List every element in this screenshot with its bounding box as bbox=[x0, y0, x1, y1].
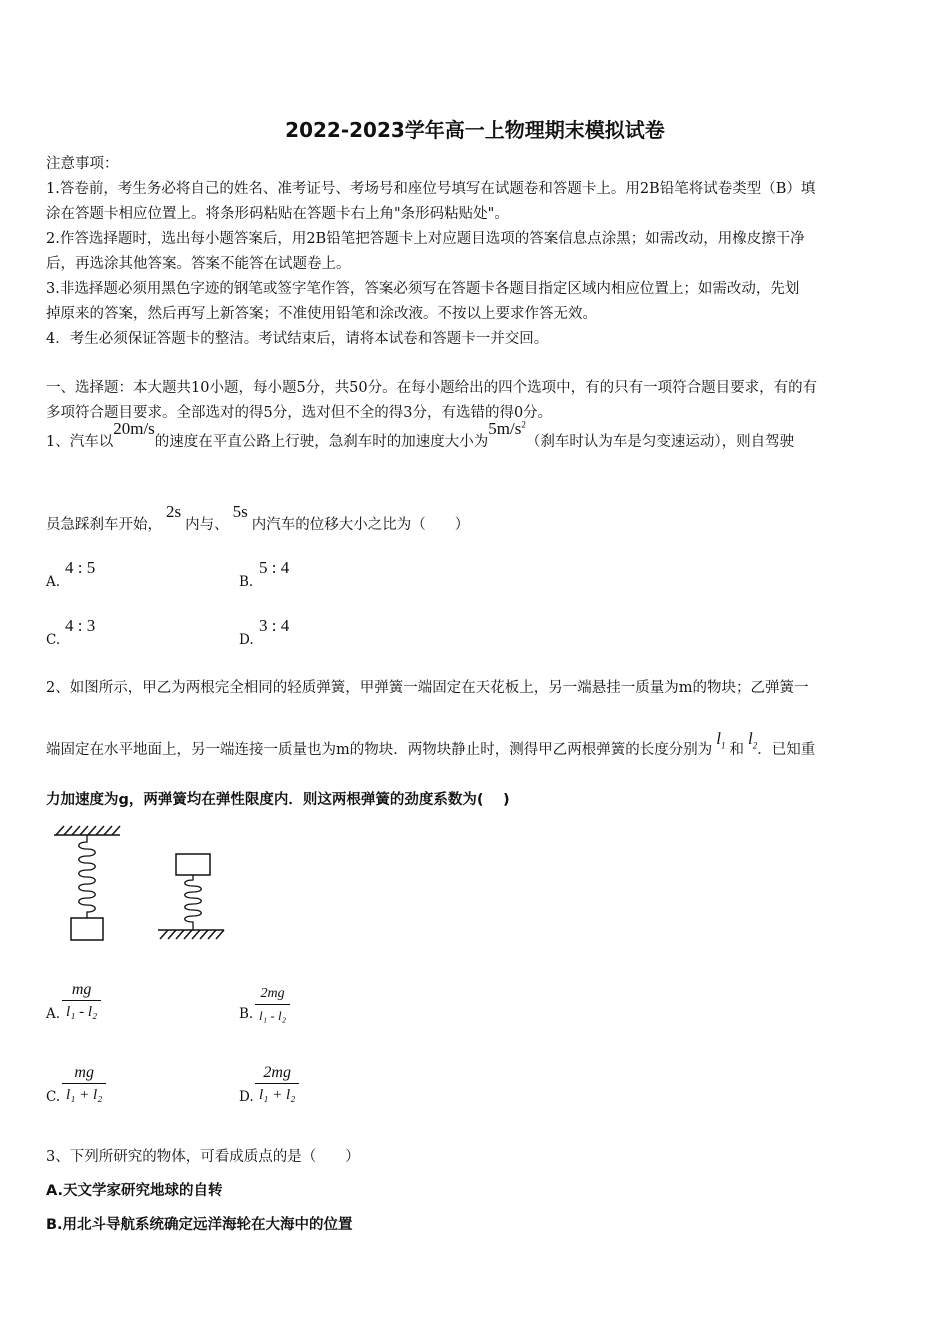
spring-yi bbox=[185, 875, 202, 930]
fraction-numerator: 2mg bbox=[255, 984, 290, 1005]
q3-stem: 3、下列所研究的物体，可看成质点的是（ ） bbox=[46, 1149, 360, 1165]
fraction-numerator: mg bbox=[62, 980, 101, 1001]
q1-option-b[interactable] bbox=[239, 574, 253, 590]
notice-line: 3.非选择题必须用黑色字迹的钢笔或签字笔作答，答案必须写在答题卡各题目指定区域内相应位置上；如需改动，先划 bbox=[46, 281, 800, 297]
q1-text: 的速度在平直公路上行驶，急刹车时的加速度大小为 bbox=[154, 434, 489, 450]
q2-option-d-fraction bbox=[255, 1063, 299, 1104]
q2-text: 端固定在水平地面上，另一端连接一质量也为m的物块．两物块静止时，测得甲乙两根弹簧的长度分别为 bbox=[46, 742, 713, 758]
notice-line: 掉原来的答案，然后再写上新答案；不准使用铅笔和涂改液。不按以上要求作答无效。 bbox=[46, 306, 597, 322]
q2-l1 bbox=[716, 729, 726, 751]
q3-option-b[interactable]: B.用北斗导航系统确定远洋海轮在大海中的位置 bbox=[46, 1217, 353, 1233]
q1-text: （刹车时认为车是匀变速运动），则自驾驶 bbox=[525, 434, 795, 450]
option-label: D. bbox=[239, 632, 254, 648]
page-title: 2022-2023学年高一上物理期末模拟试卷 bbox=[285, 118, 665, 142]
springs-figure bbox=[48, 822, 238, 947]
section-intro: 多项符合题目要求。全部选对的得5分，选对但不全的得3分，有选错的得0分。 bbox=[46, 405, 553, 421]
q2-l2-sub: 2 bbox=[752, 740, 758, 751]
q2-l2 bbox=[747, 729, 758, 751]
q2-l1-symbol: l bbox=[716, 729, 721, 748]
ceiling-hatch bbox=[54, 826, 120, 835]
q1-option-a-value: 4 : 5 bbox=[65, 558, 96, 577]
q1-time1: 2s bbox=[166, 502, 182, 521]
q1-speed: 20m/s bbox=[113, 419, 155, 438]
q3-option-a[interactable]: A.天文学家研究地球的自转 bbox=[46, 1183, 223, 1199]
notice-line: 涂在答题卡相应位置上。将条形码粘贴在答题卡右上角"条形码粘贴处"。 bbox=[46, 206, 509, 222]
option-label: A. bbox=[46, 1006, 61, 1022]
fraction-numerator: mg bbox=[62, 1063, 106, 1084]
block-jia bbox=[71, 918, 103, 940]
q1-option-c[interactable] bbox=[46, 632, 60, 648]
q2-l1-sub: 1 bbox=[720, 740, 726, 751]
q1-text: 内与、 bbox=[185, 517, 229, 533]
notice-line: 1.答卷前，考生务必将自己的姓名、准考证号、考场号和座位号填写在试题卷和答题卡上。用2B铅笔将试卷类型（B）填 bbox=[46, 181, 816, 197]
option-label: C. bbox=[46, 1089, 61, 1105]
q1-stem-line2 bbox=[46, 502, 470, 534]
block-yi bbox=[176, 854, 210, 875]
q2-option-d[interactable] bbox=[239, 1089, 254, 1105]
q1-text: 内汽车的位移大小之比为（ ） bbox=[251, 517, 470, 533]
fraction-denominator: l₁ + l₂ bbox=[259, 1087, 296, 1103]
fraction-denominator: l₁ - l₂ bbox=[66, 1004, 98, 1020]
q2-option-a-fraction bbox=[62, 980, 101, 1021]
option-label: A. bbox=[46, 574, 61, 590]
q2-text: 和 bbox=[729, 742, 744, 758]
option-label: B. bbox=[239, 574, 254, 590]
q2-l2-symbol: l bbox=[747, 729, 753, 748]
q1-accel-exp: 2 bbox=[521, 419, 526, 430]
q1-text: 员急踩刹车开始， bbox=[46, 517, 162, 533]
q1-option-d[interactable] bbox=[239, 632, 254, 648]
q1-accel bbox=[488, 419, 526, 438]
q1-stem-line1 bbox=[46, 419, 795, 451]
q2-option-b-fraction bbox=[255, 984, 290, 1025]
fraction-denominator: l₁ + l₂ bbox=[66, 1087, 103, 1103]
q2-stem-line2 bbox=[46, 729, 816, 760]
notice-line: 4．考生必须保证答题卡的整洁。考试结束后，请将本试卷和答题卡一并交回。 bbox=[46, 331, 549, 347]
q2-option-c-fraction bbox=[62, 1063, 106, 1104]
q1-option-b-value: 5 : 4 bbox=[259, 558, 290, 577]
q2-option-a[interactable] bbox=[46, 1006, 60, 1022]
spring-jia bbox=[79, 835, 96, 918]
q1-option-d-value: 3 : 4 bbox=[259, 616, 290, 635]
q1-option-a[interactable] bbox=[46, 574, 60, 590]
q2-text: ．已知重 bbox=[757, 742, 816, 758]
notice-line: 2.作答选择题时，选出每小题答案后，用2B铅笔把答题卡上对应题目选项的答案信息点涂黑；如需改动，用橡皮擦干净 bbox=[46, 231, 805, 247]
q1-accel-value: 5m/s bbox=[488, 419, 522, 438]
q1-text: 1、汽车以 bbox=[46, 434, 114, 450]
section-intro: 一、选择题：本大题共10小题，每小题5分，共50分。在每小题给出的四个选项中，有的只有一项符合题目要求，有的有 bbox=[46, 380, 818, 396]
fraction-numerator: 2mg bbox=[255, 1063, 299, 1084]
option-label: D. bbox=[239, 1089, 254, 1105]
option-label: B. bbox=[239, 1006, 254, 1022]
option-label: C. bbox=[46, 632, 61, 648]
q1-time2: 5s bbox=[232, 502, 248, 521]
q1-option-c-value: 4 : 3 bbox=[65, 616, 96, 635]
ground-hatch bbox=[158, 930, 224, 939]
q2-stem-line3: 力加速度为g，两弹簧均在弹性限度内．则这两根弹簧的劲度系数为( ) bbox=[46, 792, 510, 808]
q2-option-b[interactable] bbox=[239, 1006, 253, 1022]
q2-option-c[interactable] bbox=[46, 1089, 60, 1105]
notice-heading: 注意事项： bbox=[46, 156, 119, 172]
fraction-denominator: l₁ - l₂ bbox=[259, 1008, 287, 1023]
notice-line: 后，再选涂其他答案。答案不能答在试题卷上。 bbox=[46, 256, 351, 272]
q2-stem-line1: 2、如图所示，甲乙为两根完全相同的轻质弹簧，甲弹簧一端固定在天花板上，另一端悬挂一质量为m的物块；乙弹簧一 bbox=[46, 680, 809, 696]
